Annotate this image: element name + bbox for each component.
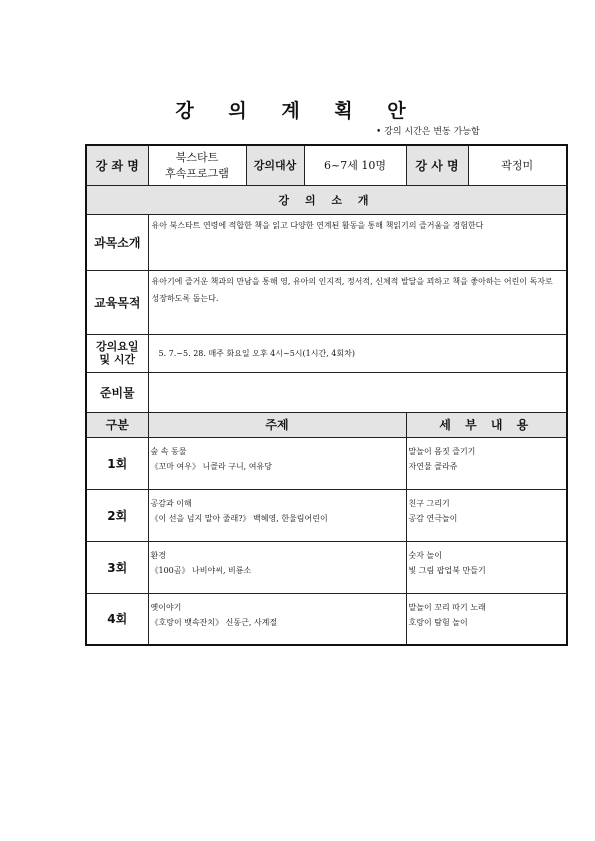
time-change-note: • 강의 시간은 변동 가능함 bbox=[376, 127, 480, 137]
course-name-line2: 후속프로그램 bbox=[165, 167, 229, 181]
table-row bbox=[86, 437, 567, 489]
topic-book: 《꼬마 여우》 니콜라 구니, 여유당 bbox=[150, 461, 272, 471]
topic-line: 공감과 이해 bbox=[150, 498, 192, 508]
topic-line: 환경 bbox=[150, 550, 166, 560]
detail-line: 빛 그림 팝업북 만들기 bbox=[408, 565, 486, 575]
column-session: 구분 bbox=[86, 412, 148, 437]
topic-book: 《이 선을 넘지 말아 줄래?》 백혜영, 한울림어린이 bbox=[150, 513, 328, 523]
table-row bbox=[86, 593, 567, 645]
session-label: 2회 bbox=[86, 489, 148, 541]
column-topic: 주제 bbox=[148, 412, 406, 437]
lecture-plan-table bbox=[85, 144, 568, 646]
session-details bbox=[406, 489, 567, 541]
page-title: 강 의 계 획 안 bbox=[175, 100, 420, 122]
table-row bbox=[86, 541, 567, 593]
goal-text: 유아기에 즐거운 책과의 만남을 통해 영, 유아의 인지적, 정서적, 신체적 발달을 꾀하고 책을 좋아하는 어린이 독자로 성장하도록 돕는다. bbox=[148, 270, 567, 334]
intro-text: 유아 북스타트 연령에 적합한 책을 읽고 다양한 연계된 활동을 통해 책읽기의 즐거움을 경험한다 bbox=[148, 214, 567, 270]
detail-line: 친구 그리기 bbox=[408, 498, 450, 508]
session-details bbox=[406, 593, 567, 645]
detail-line: 호랑이 탐험 놀이 bbox=[408, 617, 468, 627]
detail-line: 말놀이 꼬리 따기 노래 bbox=[408, 602, 486, 612]
course-name-value bbox=[148, 145, 246, 185]
session-topic bbox=[148, 489, 406, 541]
detail-line: 숫자 놀이 bbox=[408, 550, 442, 560]
goal-label: 교육목적 bbox=[86, 270, 148, 334]
schedule-label-line2: 및 시간 bbox=[99, 353, 136, 366]
session-topic bbox=[148, 437, 406, 489]
schedule-text: 5. 7.~5. 28. 매주 화요일 오후 4시~5시(1시간, 4회차) bbox=[148, 334, 567, 372]
course-name-line1: 북스타트 bbox=[175, 151, 219, 165]
section-title: 강 의 소 개 bbox=[86, 185, 567, 214]
detail-line: 말놀이 몸짓 즐기기 bbox=[408, 446, 476, 456]
column-details: 세 부 내 용 bbox=[406, 412, 567, 437]
session-details bbox=[406, 541, 567, 593]
session-label: 4회 bbox=[86, 593, 148, 645]
session-topic bbox=[148, 541, 406, 593]
intro-label: 과목소개 bbox=[86, 214, 148, 270]
instructor-label: 강 사 명 bbox=[406, 145, 468, 185]
materials-label: 준비물 bbox=[86, 372, 148, 412]
target-value: 6~7세 10명 bbox=[304, 145, 406, 185]
topic-book: 《호랑이 뱃속잔치》 신동근, 사계절 bbox=[150, 617, 278, 627]
course-name-label: 강 좌 명 bbox=[86, 145, 148, 185]
topic-line: 숲 속 동물 bbox=[150, 446, 187, 456]
schedule-label-line1: 강의요일 bbox=[95, 340, 139, 353]
session-label: 1회 bbox=[86, 437, 148, 489]
schedule-label bbox=[86, 334, 148, 372]
topic-line: 옛이야기 bbox=[150, 602, 182, 612]
detail-line: 공감 연극놀이 bbox=[408, 513, 458, 523]
session-topic bbox=[148, 593, 406, 645]
session-label: 3회 bbox=[86, 541, 148, 593]
detail-line: 자연물 콜라쥬 bbox=[408, 461, 458, 471]
target-label: 강의대상 bbox=[246, 145, 304, 185]
topic-book: 《100곰》 나비야씨, 비룡소 bbox=[150, 565, 252, 575]
session-details bbox=[406, 437, 567, 489]
instructor-value: 곽정미 bbox=[468, 145, 567, 185]
materials-text bbox=[148, 372, 567, 412]
table-row bbox=[86, 489, 567, 541]
